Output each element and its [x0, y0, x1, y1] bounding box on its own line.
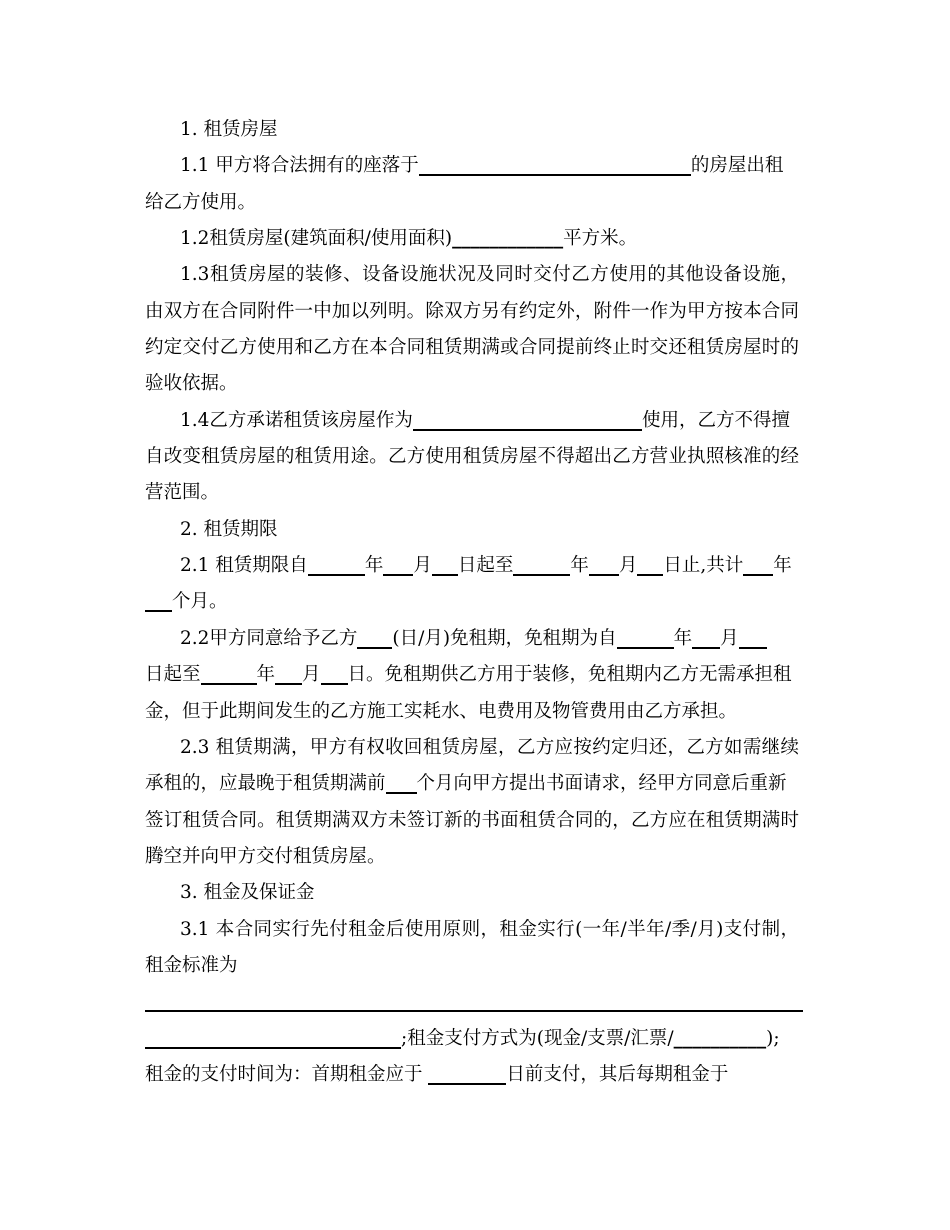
clause-text: 承租的，应最晚于租赁期满前	[145, 773, 386, 795]
clause-text: 月	[302, 664, 321, 686]
clause-text: 日前支付，其后每期租金于	[506, 1063, 729, 1085]
fill-in-blank	[743, 560, 773, 576]
fill-in-blank	[637, 560, 663, 576]
fill-in-blank	[145, 996, 803, 1012]
clause-text: 日止,共计	[663, 555, 744, 577]
fill-in-blank	[413, 415, 642, 431]
clause-line: 租金标准为	[145, 954, 238, 976]
clause-text: 的房屋出租	[690, 155, 784, 177]
clause-text: 年	[570, 555, 589, 577]
clause-text: 日起至	[457, 555, 514, 577]
clause-line	[145, 621, 799, 657]
clause-line: 由双方在合同附件一中加以列明。除双方另有约定外，附件一作为甲方按本合同	[145, 300, 799, 322]
fill-in-blank	[589, 560, 619, 576]
fill-in-blank	[308, 560, 365, 576]
clause-line	[145, 657, 799, 693]
section-heading: 3. 租金及保证金	[180, 882, 315, 904]
clause-text: 个月。	[172, 591, 228, 613]
clause-text: 租金的支付时间为：首期租金应于	[145, 1063, 429, 1085]
clause-line: 验收依据。	[145, 373, 238, 395]
clause-text: );	[766, 1027, 780, 1049]
fill-in-blank	[692, 633, 720, 649]
clause-text: 日。免租期供乙方用于装修，免租期内乙方无需承担租	[347, 664, 792, 686]
fill-in-blank	[145, 596, 172, 612]
clause-line: 约定交付乙方使用和乙方在本合同租赁期满或合同提前终止时交还租赁房屋时的	[145, 337, 799, 359]
fill-in-blank	[201, 669, 257, 685]
clause-line: 营范围。	[145, 482, 220, 504]
clause-text: 2.2甲方同意给予乙方	[180, 627, 358, 649]
clause-text: 2.1 租赁期限自	[180, 555, 308, 577]
fill-in-blank	[617, 633, 674, 649]
fill-in-blank	[513, 560, 570, 576]
clause-line	[145, 766, 799, 802]
clause-text: 平方米。	[563, 228, 638, 250]
clause-text: 1.2租赁房屋(建筑面积/使用面积)	[180, 228, 453, 250]
clause-line: 2.3 租赁期满，甲方有权收回租赁房屋，乙方应按约定归还，乙方如需继续	[180, 736, 799, 758]
fill-in-blank	[383, 560, 413, 576]
clause-text: 年	[256, 664, 276, 686]
clause-line	[145, 403, 799, 439]
underscore-blank: ____________	[452, 228, 564, 250]
clause-line	[145, 1057, 799, 1093]
clause-line: 金，但于此期间发生的乙方施工实耗水、电费用及物管费用由乙方承担。	[145, 700, 738, 722]
clause-line: 自改变租赁房屋的租赁用途。乙方使用租赁房屋不得超出乙方营业执照核准的经	[145, 446, 799, 468]
fill-in-blank	[432, 560, 458, 576]
underscore-blank: __________	[673, 1027, 767, 1049]
clause-line	[145, 148, 799, 184]
clause-line	[145, 584, 799, 620]
fill-in-blank	[357, 633, 392, 649]
fill-in-blank	[386, 778, 417, 794]
clause-line	[145, 548, 799, 584]
clause-text: 1.1 甲方将合法拥有的座落于	[180, 155, 419, 177]
clause-text: 年	[364, 555, 384, 577]
clause-text: 月	[413, 555, 432, 577]
clause-text: 1.4乙方承诺租赁该房屋作为	[180, 409, 413, 431]
clause-text: 年	[773, 555, 792, 577]
section-heading: 2. 租赁期限	[180, 518, 278, 540]
clause-text: 月	[618, 555, 638, 577]
fill-in-blank	[145, 1033, 401, 1049]
clause-line: 给乙方使用。	[145, 191, 257, 213]
contract-body	[145, 112, 799, 1093]
clause-line	[145, 984, 799, 1020]
clause-text: (日/月)免租期，免租期为自	[392, 627, 617, 649]
clause-text: 日起至	[145, 664, 201, 686]
fill-in-blank	[739, 633, 767, 649]
clause-text: 年	[673, 627, 693, 649]
clause-line: 3.1 本合同实行先付租金后使用原则，租金实行(一年/半年/季/月)支付制，	[180, 918, 799, 940]
clause-line: 1.3租赁房屋的装修、设备设施状况及同时交付乙方使用的其他设备设施，	[180, 264, 799, 286]
fill-in-blank	[321, 669, 348, 685]
clause-text: ;租金支付方式为(现金/支票/汇票/	[401, 1027, 674, 1049]
fill-in-blank	[275, 669, 302, 685]
fill-in-blank	[419, 160, 691, 176]
section-heading: 1. 租赁房屋	[180, 119, 278, 140]
clause-text: 个月向甲方提出书面请求，经甲方同意后重新	[416, 773, 787, 795]
fill-in-blank	[428, 1069, 506, 1085]
clause-text: 月	[720, 627, 739, 649]
clause-line: 签订租赁合同。租赁期满双方未签订新的书面租赁合同的，乙方应在租赁期满时	[145, 809, 799, 831]
clause-line: 腾空并向甲方交付租赁房屋。	[145, 845, 386, 867]
clause-text: 使用，乙方不得擅	[641, 409, 790, 431]
clause-line	[145, 1021, 799, 1057]
clause-line	[145, 221, 799, 257]
